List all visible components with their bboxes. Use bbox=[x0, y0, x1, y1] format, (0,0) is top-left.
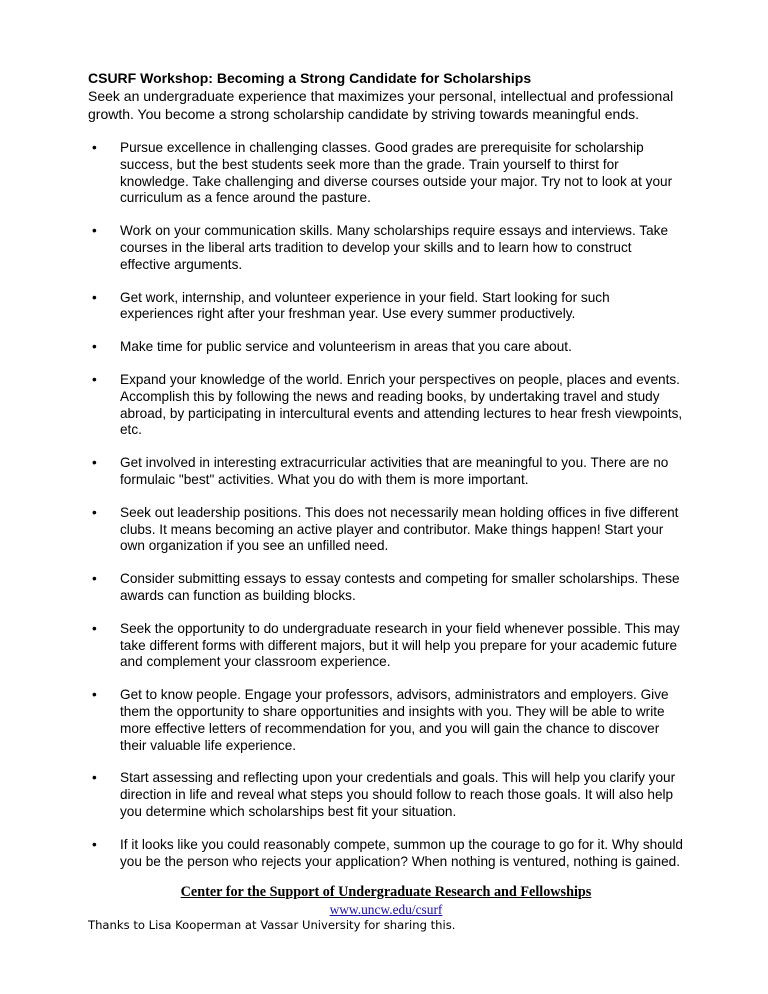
list-item bbox=[88, 770, 684, 820]
bullet-icon: • bbox=[92, 339, 97, 355]
bullet-icon: • bbox=[92, 836, 97, 852]
center-name: Center for the Support of Undergraduate Research and Fellowships bbox=[180, 884, 592, 901]
center-url-link[interactable]: www.uncw.edu/csurf bbox=[329, 902, 443, 918]
tip-text: Seek out leadership positions. This does not necessarily mean holding offices in five different clubs. It means becoming an active player and contributor. Make things happen! Start your own organization if you see an unfilled need. bbox=[120, 504, 679, 554]
bullet-icon: • bbox=[92, 140, 97, 155]
bullet-icon: • bbox=[92, 371, 97, 387]
center-footer bbox=[88, 883, 684, 919]
tip-text: Start assessing and reflecting upon your credentials and goals. This will help you clarify your direction in life and reveal what steps you should follow to reach those goals. It will also help you determine which scholarships best fit your situation. bbox=[120, 770, 676, 819]
tip-text: Work on your communication skills. Many scholarships require essays and interviews. Take courses in the liberal arts tradition to develop your skills and to learn how to construct effective arguments. bbox=[120, 223, 669, 272]
bullet-icon: • bbox=[92, 687, 97, 703]
thanks-note: Thanks to Lisa Kooperman at Vassar University for sharing this. bbox=[88, 918, 456, 932]
list-item bbox=[88, 837, 684, 871]
list-item bbox=[88, 290, 684, 324]
bullet-icon: • bbox=[92, 455, 97, 471]
bullet-icon: • bbox=[92, 289, 97, 305]
list-item bbox=[88, 372, 684, 439]
list-item bbox=[88, 687, 684, 754]
list-item bbox=[88, 140, 684, 207]
tip-text: Get to know people. Engage your professors, advisors, administrators and employers. Give them the opportunity to share opportunities and insights with you. They will be able to write more effective letters of recommendation for you, and you will gain the chance to discover their valuable life experience. bbox=[120, 687, 669, 753]
document-body bbox=[88, 69, 684, 919]
list-item bbox=[88, 223, 684, 273]
tip-text: Consider submitting essays to essay contests and competing for smaller scholarships. These awards can function as building blocks. bbox=[120, 571, 680, 603]
tip-text: Expand your knowledge of the world. Enrich your perspectives on people, places and events. Accomplish this by following the news and reading books, by undertaking travel and study abroad, by participating in intercultural events and attending lectures to hear fresh viewpoints, etc. bbox=[120, 371, 683, 438]
list-item bbox=[88, 455, 684, 489]
tip-text: Get involved in interesting extracurricular activities that are meaningful to you. There are no formulaic "best" activities. What you do with them is more important. bbox=[120, 455, 669, 487]
tips-list bbox=[88, 140, 684, 870]
tip-text: If it looks like you could reasonably compete, summon up the courage to go for it. Why should you be the person who rejects your application? When nothing is ventured, nothing is gained. bbox=[120, 836, 683, 869]
tip-text: Seek the opportunity to do undergraduate research in your field whenever possible. This may take different forms with different majors, but it will help you prepare for your academic future and complement your classroom experience. bbox=[120, 620, 680, 670]
tip-text: Pursue excellence in challenging classes. Good grades are prerequisite for scholarship success, but the best students seek more than the grade. Train yourself to thirst for knowledge. Take challenging and diverse courses outside your major. Try not to look at your curriculum as a fence around the pasture. bbox=[120, 140, 673, 206]
bullet-icon: • bbox=[92, 620, 97, 636]
bullet-icon: • bbox=[92, 571, 97, 587]
list-item bbox=[88, 621, 684, 671]
tip-text: Get work, internship, and volunteer experience in your field. Start looking for such experiences right after your freshman year. Use every summer productively. bbox=[120, 289, 610, 322]
tip-text: Make time for public service and volunteerism in areas that you care about. bbox=[120, 339, 572, 355]
list-item bbox=[88, 339, 684, 356]
list-item bbox=[88, 505, 684, 555]
bullet-icon: • bbox=[92, 770, 97, 786]
bullet-icon: • bbox=[92, 223, 97, 239]
intro-paragraph: Seek an undergraduate experience that maximizes your personal, intellectual and professional growth. You become a strong scholarship candidate by striving towards meaningful ends. bbox=[88, 88, 674, 122]
document-title: CSURF Workshop: Becoming a Strong Candidate for Scholarships bbox=[88, 70, 532, 86]
list-item bbox=[88, 571, 684, 605]
bullet-icon: • bbox=[92, 504, 97, 520]
